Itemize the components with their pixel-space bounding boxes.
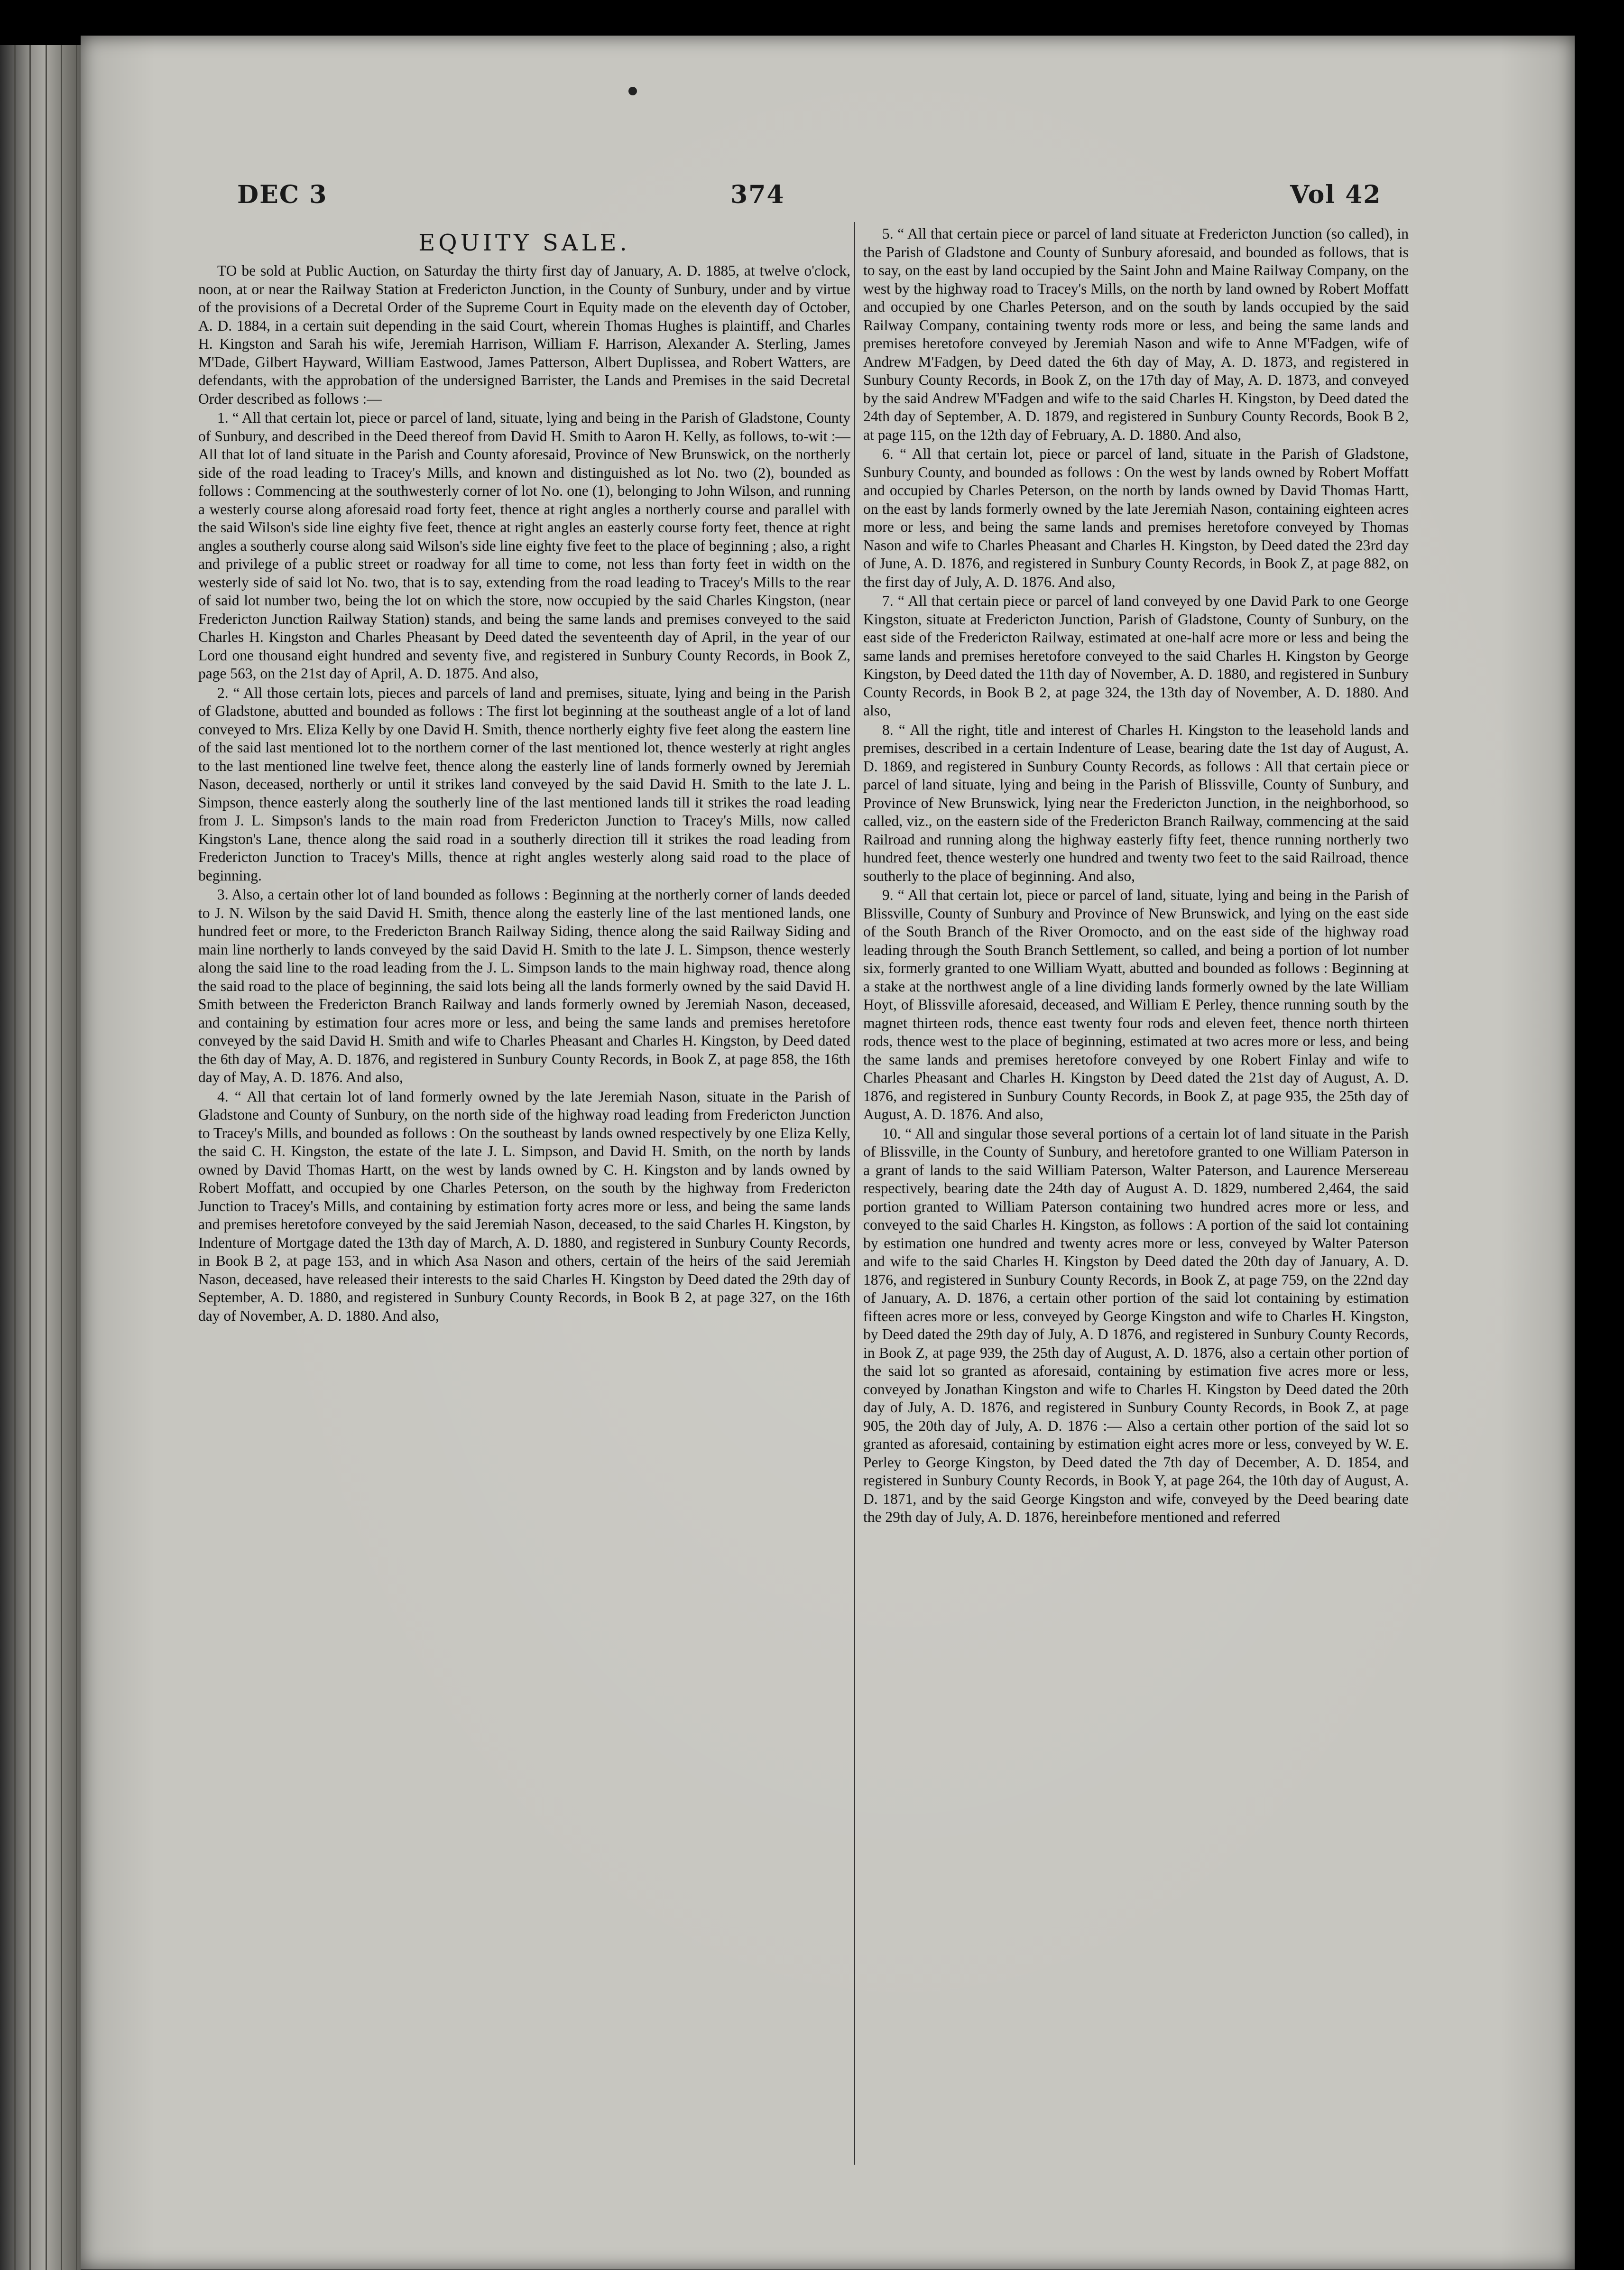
notice-title: EQUITY SALE. xyxy=(418,230,630,256)
paragraph-4: 4. “ All that certain lot of land formerly owned by the late Jeremiah Nason, situate in the Parish of Gladstone and County of Sunbury, on the north side of the highway road leading from Fredericton Junction to Tracey's Mills, and bounded as follows : On the southeast by lands owned respectively by one Eliza Kelly, the said C. H. Kingston, the estate of the late J. L. Simpson, and David H. Smith, on the north by lands owned by David Thomas Hartt, on the west by lands owned by C. H. Kingston and by lands owned by Robert Moffatt, and occupied by one Charles Peterson, on the south by the highway from Fredericton Junction to Tracey's Mills, and containing by estimation forty acres more or less, and being the same lands and premises heretofore conveyed by the said Jeremiah Nason, deceased, to the said Charles H. Kingston, by Indenture of Mortgage dated the 13th day of March, A. D. 1880, and registered in Sunbury County Records, in Book B 2, at page 153, and in which Asa Nason and others, certain of the heirs of the said Jeremiah Nason, deceased, have released their interests to the said Charles H. Kingston by Deed dated the 29th day of September, A. D. 1880, and registered in Sunbury County Records, in Book B 2, at page 327, on the 16th day of November, A. D. 1880. And also, xyxy=(198,1088,850,1324)
notice-intro: TO be sold at Public Auction, on Saturday the thirty first day of January, A. D. 1885, at twelve o'clock, noon, at or near the Railway Station at Fredericton Junction, in the County of Sunbury, under and by virtue of the provisions of a Decretal Order of the Supreme Court in Equity made on the eleventh day of October, A. D. 1884, in a certain suit depending in the said Court, wherein Thomas Hughes is plaintiff, and Charles H. Kingston and Sarah his wife, Jeremiah Harrison, William F. Harrison, Alexander A. Sterling, James M'Dade, Gilbert Hayward, William Eastwood, James Patterson, Albert Duplissea, and Robert Watters, are defendants, with the approbation of the undersigned Barrister, the Lands and Premises in the said Decretal Order described as follows :— xyxy=(198,262,850,407)
paragraph-8: 8. “ All the right, title and interest of Charles H. Kingston to the leasehold lands and premises, described in a certain Indenture of Lease, bearing date the 1st day of August, A. D. 1869, and registered in Sunbury County Records, as follows : All that certain piece or parcel of land situate, lying and being in the Parish of Blissville, County of Sunbury, and Province of New Brunswick, lying near the Fredericton Junction, in the neighborhood, so called, viz., on the eastern side of the Fredericton Branch Railway, commencing at the said Railroad and running along the highway easterly fifty feet, thence running northerly two hundred feet, thence westerly one hundred and twenty two feet to the said Railroad, thence southerly to the place of beginning. And also, xyxy=(863,721,1409,884)
paragraph-10: 10. “ All and singular those several portions of a certain lot of land situate in the Parish of Blissville, in the County of Sunbury, and heretofore granted to one William Paterson in a grant of lands to the said William Paterson, Walter Paterson, and Laurence Mersereau respectively, bearing date the 24th day of August A. D. 1829, numbered 2,464, the said portion granted to William Paterson containing two hundred acres more or less, and conveyed to the said Charles H. Kingston, as follows : A portion of the said lot containing by estimation one hundred and twenty acres more or less, conveyed by Walter Paterson and wife to the said Charles H. Kingston by Deed dated the 20th day of January, A. D. 1876, and registered in Sunbury County Records, in Book Z, at page 759, on the 22nd day of January, A. D. 1876, a certain other portion of the said lot containing by estimation fifteen acres more or less, conveyed by George Kingston and wife to Charles H. Kingston, by Deed dated the 29th day of July, A. D 1876, and registered in Sunbury County Records, in Book Z, at page 939, the 25th day of August, A. D. 1876, also a certain other portion of the said lot so granted as aforesaid, containing by estimation five acres more or less, conveyed by Jonathan Kingston and wife to Charles H. Kingston by Deed dated the 20th day of July, A. D. 1876, and registered in Sunbury County Records, in Book Z, at page 905, the 20th day of July, A. D. 1876 :— Also a certain other portion of the said lot so granted as aforesaid, containing by estimation eight acres more or less, conveyed by W. E. Perley to George Kingston, by Deed dated the 7th day of December, A. D. 1854, and registered in Sunbury County Records, in Book Y, at page 264, the 10th day of August, A. D. 1871, and by the said George Kingston and wife, conveyed by the Deed bearing date the 29th day of July, A. D. 1876, hereinbefore mentioned and referred xyxy=(863,1125,1409,1525)
paragraph-2: 2. “ All those certain lots, pieces and parcels of land and premises, situate, lying and being in the Parish of Gladstone, abutted and bounded as follows : The first lot beginning at the southeast angle of a lot of land conveyed to Mrs. Eliza Kelly by one David H. Smith, thence northerly eighty five feet along the eastern line of the said last mentioned lot to the northern corner of the last mentioned lot, thence westerly at right angles to the last mentioned line twelve feet, thence along the easterly line of lands formerly owned by Jeremiah Nason, deceased, northerly or until it strikes land conveyed by the said David H. Smith to the late J. L. Simpson, thence easterly along the southerly line of the last mentioned lands till it strikes the road leading from J. L. Simpson's lands to the main road from Fredericton Junction to Tracey's Mills, now called Kingston's Lane, thence along the said road in a southerly direction till it strikes the road leading from Fredericton Junction to Tracey's Mills, thence at right angles westerly along said road to the place of beginning. xyxy=(198,684,850,884)
ink-dot xyxy=(628,87,637,95)
left-column xyxy=(198,227,850,1325)
header-page-number: 374 xyxy=(730,180,785,209)
column-rule xyxy=(854,222,855,2165)
paragraph-7: 7. “ All that certain piece or parcel of land conveyed by one David Park to one George Kingston, situate at Fredericton Junction, Parish of Gladstone, County of Sunbury, on the east side of the Fredericton Railway, estimated at one-half acre more or less and being the same lands and premises heretofore conveyed to the said Charles H. Kingston by George Kingston, by Deed dated the 11th day of November, A. D. 1880, and registered in Sunbury County Records, in Book B 2, at page 324, the 13th day of November, A. D. 1880. And also, xyxy=(863,593,1409,719)
paragraph-1: 1. “ All that certain lot, piece or parcel of land, situate, lying and being in the Parish of Gladstone, County of Sunbury, and described in the Deed thereof from David H. Smith to Aaron H. Kelly, as follows, to-wit :—All that lot of land situate in the Parish and County aforesaid, Province of New Brunswick, on the northerly side of the road leading to Tracey's Mills, and known and distinguished as lot No. two (2), bounded as follows : Commencing at the southwesterly corner of lot No. one (1), belonging to John Wilson, and running a westerly course along aforesaid road forty feet, thence at right angles a northerly course and parallel with the said Wilson's side line eighty five feet, thence at right angles an easterly course forty feet, thence at right angles a southerly course along said Wilson's side line eighty five feet to the place of beginning ; also, a right and privilege of a public street or roadway for all time to come, not less than forty feet in width on the westerly side of said lot No. two, that is to say, extending from the road leading to Tracey's Mills to the rear of said lot number two, being the lot on which the store, now occupied by the said Charles Kingston, (near Fredericton Junction Railway Station) stands, and being the same lands and premises conveyed to the said Charles H. Kingston and Charles Pheasant by Deed dated the seventeenth day of April, in the year of our Lord one thousand eight hundred and seventy five, and registered in Sunbury County Records, in Book Z, page 563, on the 21st day of April, A. D. 1875. And also, xyxy=(198,409,850,682)
running-head xyxy=(0,180,1624,218)
paragraph-9: 9. “ All that certain lot, piece or parcel of land, situate, lying and being in the Parish of Blissville, County of Sunbury and Province of New Brunswick, and lying on the east side of the South Branch of the River Oromocto, and on the east side of the highway road leading through the South Branch Settlement, so called, and being a portion of lot number six, formerly granted to one William Wyatt, abutted and bounded as follows : Beginning at a stake at the northwest angle of a line dividing lands formerly owned by the late William Hoyt, of Blissville aforesaid, deceased, and William E Perley, thence running south by the magnet thirteen rods, thence east twenty four rods and eleven feet, thence north thirteen rods, thence west to the place of beginning, estimated at two acres more or less, and being the same lands and premises heretofore conveyed by one Robert Finlay and wife to Charles Pheasant and Charles H. Kingston by Deed dated the 21st day of August, A. D. 1876, and registered in Sunbury County Records, in Book Z, at page 935, the 25th day of August, A. D. 1876. And also, xyxy=(863,887,1409,1122)
header-date: DEC 3 xyxy=(237,180,328,209)
paragraph-6: 6. “ All that certain lot, piece or parcel of land, situate in the Parish of Gladstone, Sunbury County, and bounded as follows : On the west by lands owned by Robert Moffatt and occupied by Charles Peterson, on the north by lands owned by David Thomas Hartt, on the east by lands formerly owned by the late Jeremiah Nason, containing eighteen acres more or less, and being the same lands and premises heretofore conveyed by Thomas Nason and wife to Charles Pheasant and Charles H. Kingston, by Deed dated the 23rd day of June, A. D. 1876, and registered in Sunbury County Records, in Book Z, at page 882, on the first day of July, A. D. 1876. And also, xyxy=(863,445,1409,590)
header-volume: Vol 42 xyxy=(1290,180,1382,209)
book-spine-edge xyxy=(0,45,81,2270)
paragraph-3: 3. Also, a certain other lot of land bounded as follows : Beginning at the northerly corner of lands deeded to J. N. Wilson by the said David H. Smith, thence along the easterly line of the last mentioned lands, one hundred feet or more, to the Fredericton Branch Railway Siding, thence along the said Railway Siding and main line northerly to lands conveyed by the said David H. Smith to the late J. L. Simpson, thence westerly along the said line to the road leading from the J. L. Simpson lands to the main highway road, thence along the said road to the place of beginning, the said lots being all the lands formerly owned by the said David H. Smith between the Fredericton Branch Railway and lands formerly owned by Jeremiah Nason, deceased, and containing by estimation four acres more or less, and being the same lands and premises heretofore conveyed by the said David H. Smith and wife to Charles Pheasant and Charles H. Kingston, by Deed dated the 6th day of May, A. D. 1876, and registered in Sunbury County Records, in Book Z, at page 858, the 16th day of May, A. D. 1876. And also, xyxy=(198,886,850,1085)
paragraph-5: 5. “ All that certain piece or parcel of land situate at Fredericton Junction (so called), in the Parish of Gladstone and County of Sunbury aforesaid, and bounded as follows, that is to say, on the east by land occupied by the Saint John and Maine Railway Company, on the west by the highway road to Tracey's Mills, on the north by land owned by Robert Moffatt and occupied by one Charles Peterson, and on the south by lands occupied by the said Railway Company, containing twenty rods more or less, and being the same lands and premises heretofore conveyed by Jeremiah Nason and wife to Anne M'Fadgen, wife of Andrew M'Fadgen, by Deed dated the 6th day of May, A. D. 1873, and registered in Sunbury County Records, in Book Z, on the 17th day of May, A. D. 1873, and conveyed by the said Andrew M'Fadgen and wife to the said Charles H. Kingston, by Deed dated the 24th day of September, A. D. 1879, and registered in Sunbury County Records, Book B 2, at page 115, on the 12th day of February, A. D. 1880. And also, xyxy=(863,225,1409,443)
right-column xyxy=(863,225,1409,1527)
